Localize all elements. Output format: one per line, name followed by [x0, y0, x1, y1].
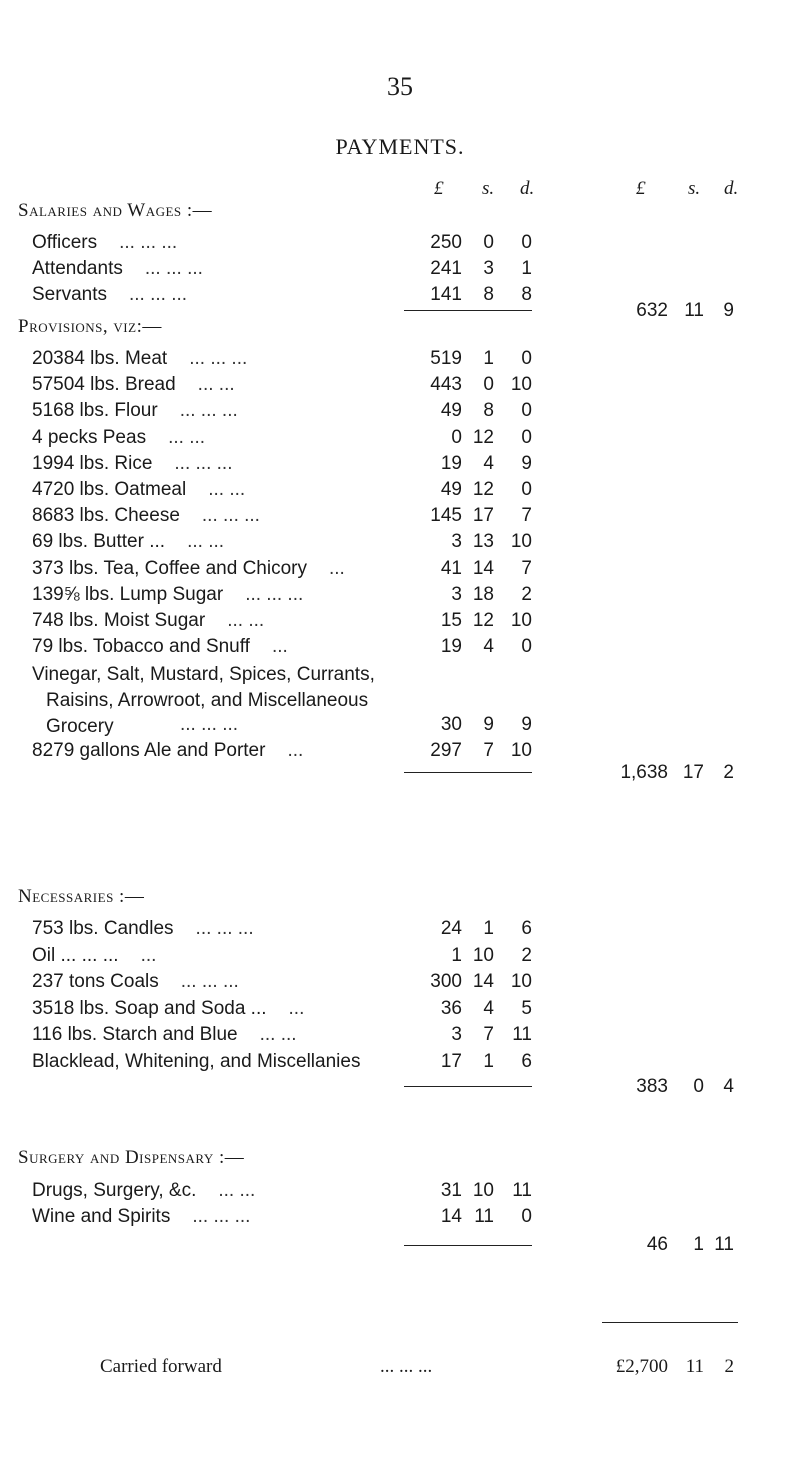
item-shillings: 8: [483, 400, 494, 422]
provision-row: [0, 348, 800, 374]
item-shillings: 7: [483, 740, 494, 762]
salary-row: [0, 232, 800, 258]
item-label: Officers: [32, 232, 98, 253]
item-pence: 7: [521, 557, 532, 579]
total-pounds: 1,638: [620, 762, 668, 784]
salary-row: [0, 258, 800, 284]
item-dots: ...: [287, 740, 304, 762]
item-pounds: 297: [430, 740, 462, 762]
item-pence: 7: [521, 505, 532, 527]
item-label: 79 lbs. Tobacco and Snuff: [32, 636, 250, 658]
item-label: 139⅝ lbs. Lump Sugar: [32, 583, 224, 605]
item-label: 116 lbs. Starch and Blue: [32, 1024, 238, 1045]
total-pounds: 383: [636, 1076, 668, 1097]
item-shillings: 4: [483, 452, 494, 474]
item-pence: 6: [521, 918, 532, 939]
item-dots: ... ... ...: [192, 1206, 251, 1227]
total-pence: 2: [723, 762, 734, 784]
item-pounds: 241: [430, 258, 462, 279]
provision-row: [0, 479, 800, 505]
item-dots: ... ... ...: [189, 348, 248, 369]
section-heading-provisions: Provisions, viz:—: [18, 316, 162, 337]
total-pounds: 632: [636, 300, 668, 321]
provision-row: [0, 505, 800, 531]
item-label: Servants: [32, 284, 107, 305]
item-pence: 9: [521, 714, 532, 736]
item-label: 3518 lbs. Soap and Soda ...: [32, 997, 267, 1019]
item-shillings: 12: [472, 610, 494, 631]
necessary-row: [0, 1051, 800, 1077]
item-pence: 11: [512, 1024, 532, 1045]
item-pence: 5: [521, 997, 532, 1019]
provision-row: [0, 636, 800, 662]
item-pence: 0: [521, 426, 532, 448]
surgery-row: [0, 1206, 800, 1232]
provision-row: [0, 558, 800, 584]
item-shillings: 1: [483, 348, 494, 369]
item-pence: 0: [521, 348, 532, 369]
item-shillings: 11: [474, 1206, 494, 1227]
item-shillings: 1: [483, 918, 494, 939]
necessary-row: [0, 1024, 800, 1050]
item-label: 748 lbs. Moist Sugar: [32, 610, 206, 631]
provision-row: [0, 453, 800, 479]
item-pence: 10: [510, 971, 532, 992]
header-shillings: s.: [482, 178, 495, 199]
item-dots: ... ... ...: [195, 918, 254, 939]
item-pence: 0: [521, 479, 532, 500]
item-pounds: 519: [430, 348, 462, 369]
item-pounds: 17: [440, 1050, 462, 1072]
provision-row: [0, 610, 800, 636]
header-total-pounds: £: [636, 178, 646, 199]
total-pence: 4: [723, 1076, 734, 1097]
item-label: 57504 lbs. Bread: [32, 374, 176, 396]
necessaries-total: [0, 1076, 800, 1102]
item-dots: ... ... ...: [119, 232, 178, 253]
item-pence: 6: [521, 1050, 532, 1072]
necessary-row: [0, 998, 800, 1024]
item-pence: 0: [521, 636, 532, 658]
item-dots: ... ...: [168, 426, 206, 448]
necessary-row: [0, 971, 800, 997]
section-heading-surgery: Surgery and Dispensary :—: [18, 1147, 245, 1168]
header-pounds: £: [434, 178, 444, 199]
item-dots: ... ... ...: [179, 400, 238, 422]
total-pounds: 46: [646, 1234, 668, 1255]
item-shillings: 12: [472, 479, 494, 500]
item-label: 753 lbs. Candles: [32, 918, 174, 939]
page-number: 35: [387, 72, 413, 101]
item-label: 8683 lbs. Cheese: [32, 505, 180, 527]
item-pounds: 145: [430, 505, 462, 527]
item-pounds: 30: [440, 714, 462, 736]
header-pence: d.: [520, 178, 535, 199]
item-dots: ... ...: [218, 1180, 256, 1201]
item-dots: ... ...: [187, 531, 225, 553]
carried-forward-shillings: 11: [685, 1356, 704, 1377]
item-pounds: 3: [451, 583, 462, 605]
provisions-total: [0, 762, 800, 788]
item-shillings: 7: [483, 1024, 494, 1045]
item-dots: ... ...: [197, 374, 235, 396]
item-pence: 2: [521, 583, 532, 605]
header-total-pence: d.: [724, 178, 739, 199]
necessary-row: [0, 918, 800, 944]
item-pounds: 36: [440, 997, 462, 1019]
provision-row: [0, 584, 800, 610]
item-shillings: 14: [472, 557, 494, 579]
item-dots: ... ... ...: [180, 971, 239, 992]
total-shillings: 11: [684, 300, 704, 321]
item-pounds: 141: [430, 284, 462, 305]
item-pounds: 41: [440, 557, 462, 579]
item-pounds: 31: [440, 1180, 462, 1201]
carried-forward-dots: ... ... ...: [380, 1356, 433, 1377]
provision-row: [0, 374, 800, 400]
total-shillings: 17: [682, 762, 704, 784]
item-label: Drugs, Surgery, &c.: [32, 1180, 197, 1201]
total-pence: 9: [723, 300, 734, 321]
item-label: Attendants: [32, 258, 123, 279]
item-dots: ... ... ...: [144, 258, 203, 279]
item-label: 69 lbs. Butter ...: [32, 531, 166, 553]
item-pence: 11: [512, 1180, 532, 1201]
item-label: Wine and Spirits: [32, 1206, 171, 1227]
item-shillings: 4: [483, 997, 494, 1019]
section-heading-salaries: Salaries and Wages :—: [18, 200, 213, 221]
item-pounds: 1: [451, 944, 462, 966]
item-pence: 0: [521, 1206, 532, 1227]
item-dots: ...: [140, 944, 157, 966]
total-shillings: 1: [693, 1234, 704, 1255]
item-pence: 10: [510, 740, 532, 762]
item-label: Blacklead, Whitening, and Miscellanies: [32, 1050, 361, 1072]
item-label: 4720 lbs. Oatmeal: [32, 479, 187, 500]
item-pence: 10: [510, 531, 532, 553]
item-pence: 10: [510, 374, 532, 396]
surgery-row: [0, 1180, 800, 1206]
item-pounds: 15: [440, 610, 462, 631]
item-pounds: 3: [451, 531, 462, 553]
item-dots: ... ...: [208, 479, 246, 500]
provision-multiline-line: Grocery: [46, 716, 114, 738]
item-shillings: 4: [483, 636, 494, 658]
surgery-total: [0, 1234, 800, 1260]
item-dots: ...: [328, 557, 345, 579]
item-shillings: 18: [472, 583, 494, 605]
item-pounds: 19: [440, 636, 462, 658]
item-shillings: 8: [483, 284, 494, 305]
carried-forward-rule: [602, 1322, 738, 1323]
item-shillings: 1: [483, 1050, 494, 1072]
item-pounds: 3: [451, 1024, 462, 1045]
item-dots: ... ... ...: [128, 284, 188, 305]
item-dots: ... ... ...: [180, 714, 239, 736]
item-pounds: 24: [440, 918, 462, 939]
item-shillings: 14: [472, 971, 494, 992]
item-shillings: 9: [483, 714, 494, 736]
item-pounds: 0: [451, 426, 462, 448]
section-heading-necessaries: Necessaries :—: [18, 886, 145, 907]
item-dots: ... ...: [227, 610, 265, 631]
page-title: PAYMENTS.: [335, 134, 465, 159]
item-dots: ... ...: [259, 1024, 297, 1045]
item-pounds: 14: [440, 1206, 462, 1227]
carried-forward-pence: 2: [724, 1356, 734, 1377]
provision-row: [0, 714, 800, 740]
item-shillings: 0: [483, 232, 494, 253]
provision-row: [0, 400, 800, 426]
item-label: Oil ... ... ...: [32, 944, 119, 966]
item-shillings: 10: [472, 944, 494, 966]
item-shillings: 12: [472, 426, 494, 448]
provision-multiline-line: Vinegar, Salt, Mustard, Spices, Currants,: [32, 664, 375, 686]
provision-row: [0, 531, 800, 557]
item-pounds: 300: [430, 971, 462, 992]
item-pence: 0: [521, 400, 532, 422]
item-pounds: 49: [440, 400, 462, 422]
total-pence: 11: [714, 1234, 734, 1255]
provision-multiline-line: Raisins, Arrowroot, and Miscellaneous: [46, 690, 369, 712]
item-dots: ... ... ...: [201, 505, 260, 527]
item-dots: ...: [288, 997, 305, 1019]
item-shillings: 10: [472, 1180, 494, 1201]
item-pence: 0: [521, 232, 532, 253]
item-pence: 10: [510, 610, 532, 631]
total-shillings: 0: [693, 1076, 704, 1097]
item-label: 373 lbs. Tea, Coffee and Chicory: [32, 557, 307, 579]
item-label: 4 pecks Peas: [32, 426, 147, 448]
item-pounds: 19: [440, 452, 462, 474]
item-label: 237 tons Coals: [32, 971, 159, 992]
item-dots: ...: [271, 636, 288, 658]
item-pounds: 250: [430, 232, 462, 253]
header-total-shillings: s.: [688, 178, 701, 199]
item-dots: ... ... ...: [174, 452, 233, 474]
carried-forward-label: Carried forward: [100, 1356, 222, 1377]
carried-forward-pounds: £2,700: [615, 1356, 668, 1377]
item-label: 8279 gallons Ale and Porter: [32, 740, 266, 762]
item-shillings: 13: [472, 531, 494, 553]
item-label: 1994 lbs. Rice: [32, 452, 153, 474]
item-shillings: 17: [472, 505, 494, 527]
item-pence: 9: [521, 452, 532, 474]
item-label: 20384 lbs. Meat: [32, 348, 168, 369]
item-pounds: 49: [440, 479, 462, 500]
provision-row: [0, 427, 800, 453]
item-pence: 8: [521, 284, 532, 305]
item-shillings: 3: [483, 258, 494, 279]
item-shillings: 0: [483, 374, 494, 396]
item-pence: 1: [521, 258, 532, 279]
item-pounds: 443: [430, 374, 462, 396]
item-label: 5168 lbs. Flour: [32, 400, 158, 422]
item-pence: 2: [521, 944, 532, 966]
necessary-row: [0, 945, 800, 971]
item-dots: ... ... ...: [245, 583, 304, 605]
